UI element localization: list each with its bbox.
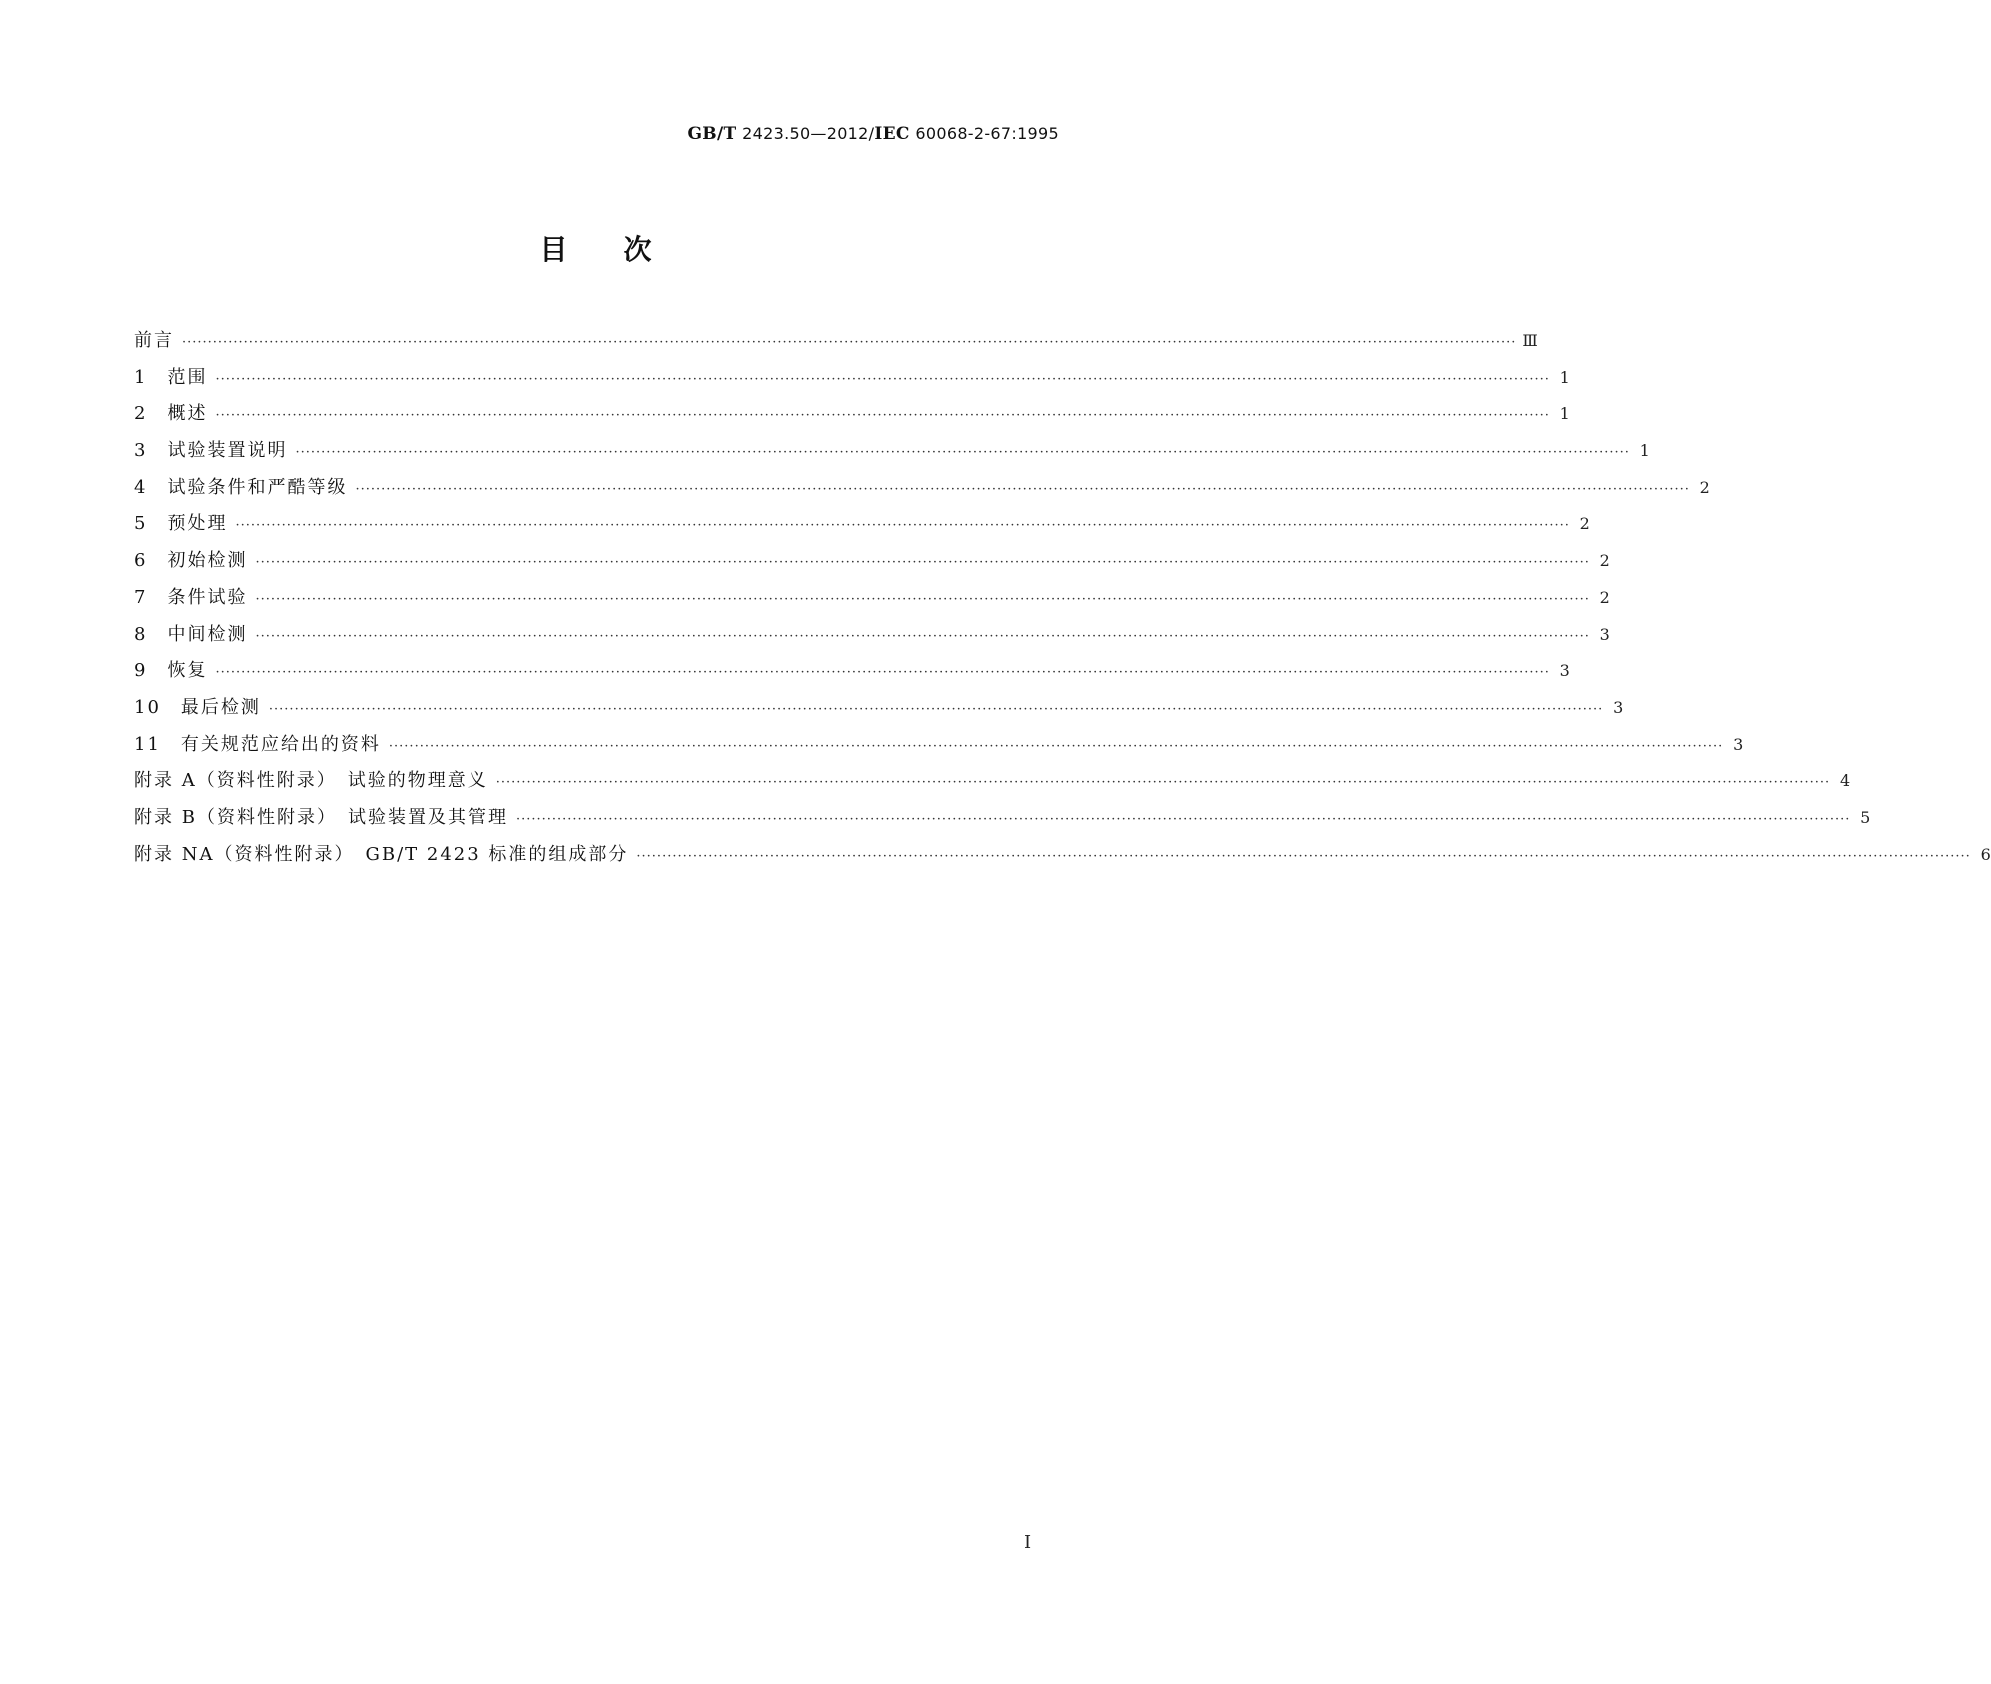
toc-entry[interactable] — [134, 656, 1570, 693]
toc-entry-label: 3 试验装置说明 — [134, 440, 288, 462]
toc-entry-label: 8 中间检测 — [134, 623, 248, 645]
page-title: 目次 — [539, 233, 708, 266]
toc-entry[interactable] — [134, 693, 1624, 730]
toc-entry-page: 6 — [1980, 844, 1991, 864]
toc-entry-page: 3 — [1733, 734, 1744, 754]
standard-prefix: GB/T — [687, 124, 737, 144]
toc-leader-dots: ···································································································································································································································································· — [495, 775, 1831, 791]
toc-leader-dots: ···································································································································································································································································· — [215, 408, 1550, 424]
toc-leader-dots: ···································································································································································································································································· — [255, 591, 1590, 607]
toc-entry[interactable] — [134, 840, 1991, 877]
toc-entry-label: 10 最后检测 — [134, 696, 261, 718]
toc-entry[interactable] — [134, 509, 1590, 546]
toc-entry-page: 1 — [1559, 367, 1570, 387]
toc-leader-dots: ···································································································································································································································································· — [215, 371, 1550, 387]
toc-entry[interactable] — [134, 620, 1610, 657]
toc-leader-dots: ···································································································································································································································································· — [268, 701, 1604, 717]
toc-leader-dots: ···································································································································································································································································· — [355, 481, 1690, 497]
toc-entry-page: 2 — [1699, 477, 1710, 497]
toc-entry-label: 2 概述 — [134, 403, 208, 425]
toc-leader-dots: ···································································································································································································································································· — [388, 738, 1724, 754]
toc-entry-page: Ⅲ — [1522, 331, 1538, 350]
table-of-contents — [134, 326, 1991, 876]
toc-leader-dots: ···································································································································································································································································· — [255, 628, 1590, 644]
toc-entry-label: 11 有关规范应给出的资料 — [134, 733, 381, 755]
toc-entry-label: 6 初始检测 — [134, 550, 248, 572]
toc-entry-page: 3 — [1559, 661, 1570, 681]
toc-entry[interactable] — [134, 326, 1538, 363]
toc-leader-dots: ···································································································································································································································································· — [515, 811, 1851, 827]
toc-entry-page: 1 — [1559, 404, 1570, 424]
toc-leader-dots: ···································································································································································································································································· — [636, 848, 1971, 864]
standard-designation — [687, 124, 1059, 144]
toc-entry-label: 附录 NA（资料性附录） GB/T 2423 标准的组成部分 — [134, 843, 629, 865]
toc-leader-dots: ···································································································································································································································································· — [295, 445, 1630, 461]
toc-entry[interactable] — [134, 436, 1650, 473]
standard-number: 2423.50—2012/ — [742, 124, 875, 143]
toc-leader-dots: ···································································································································································································································································· — [235, 518, 1570, 534]
page-number: Ⅰ — [1024, 1532, 1032, 1553]
toc-entry-label: 9 恢复 — [134, 660, 208, 682]
toc-leader-dots: ···································································································································································································································································· — [255, 555, 1590, 571]
toc-entry[interactable] — [134, 399, 1570, 436]
iec-number: 60068-2-67:1995 — [915, 124, 1059, 143]
toc-entry-label: 7 条件试验 — [134, 586, 248, 608]
toc-entry[interactable] — [134, 363, 1570, 400]
toc-entry[interactable] — [134, 766, 1851, 803]
toc-entry-page: 1 — [1639, 441, 1650, 461]
toc-entry[interactable] — [134, 803, 1871, 840]
toc-entry-label: 前言 — [134, 330, 174, 351]
toc-entry-label: 附录 B（资料性附录） 试验装置及其管理 — [134, 806, 508, 828]
toc-entry-page: 2 — [1579, 514, 1590, 534]
toc-leader-dots: ···································································································································································································································································· — [215, 665, 1550, 681]
toc-entry[interactable] — [134, 583, 1610, 620]
toc-entry-page: 3 — [1613, 697, 1624, 717]
toc-entry-label: 5 预处理 — [134, 513, 228, 535]
toc-entry-label: 附录 A（资料性附录） 试验的物理意义 — [134, 770, 488, 792]
toc-entry-page: 5 — [1860, 807, 1871, 827]
iec-prefix: IEC — [874, 124, 910, 144]
toc-entry-page: 4 — [1839, 771, 1851, 791]
toc-entry-page: 2 — [1599, 551, 1610, 571]
toc-entry-page: 3 — [1599, 624, 1610, 644]
toc-entry-label: 4 试验条件和严酷等级 — [134, 476, 348, 498]
toc-entry-page: 2 — [1599, 587, 1610, 607]
toc-entry[interactable] — [134, 473, 1710, 510]
toc-entry[interactable] — [134, 546, 1610, 583]
toc-entry[interactable] — [134, 730, 1744, 767]
toc-leader-dots: ···································································································································································································································································· — [182, 335, 1517, 350]
toc-entry-label: 1 范围 — [134, 366, 208, 388]
